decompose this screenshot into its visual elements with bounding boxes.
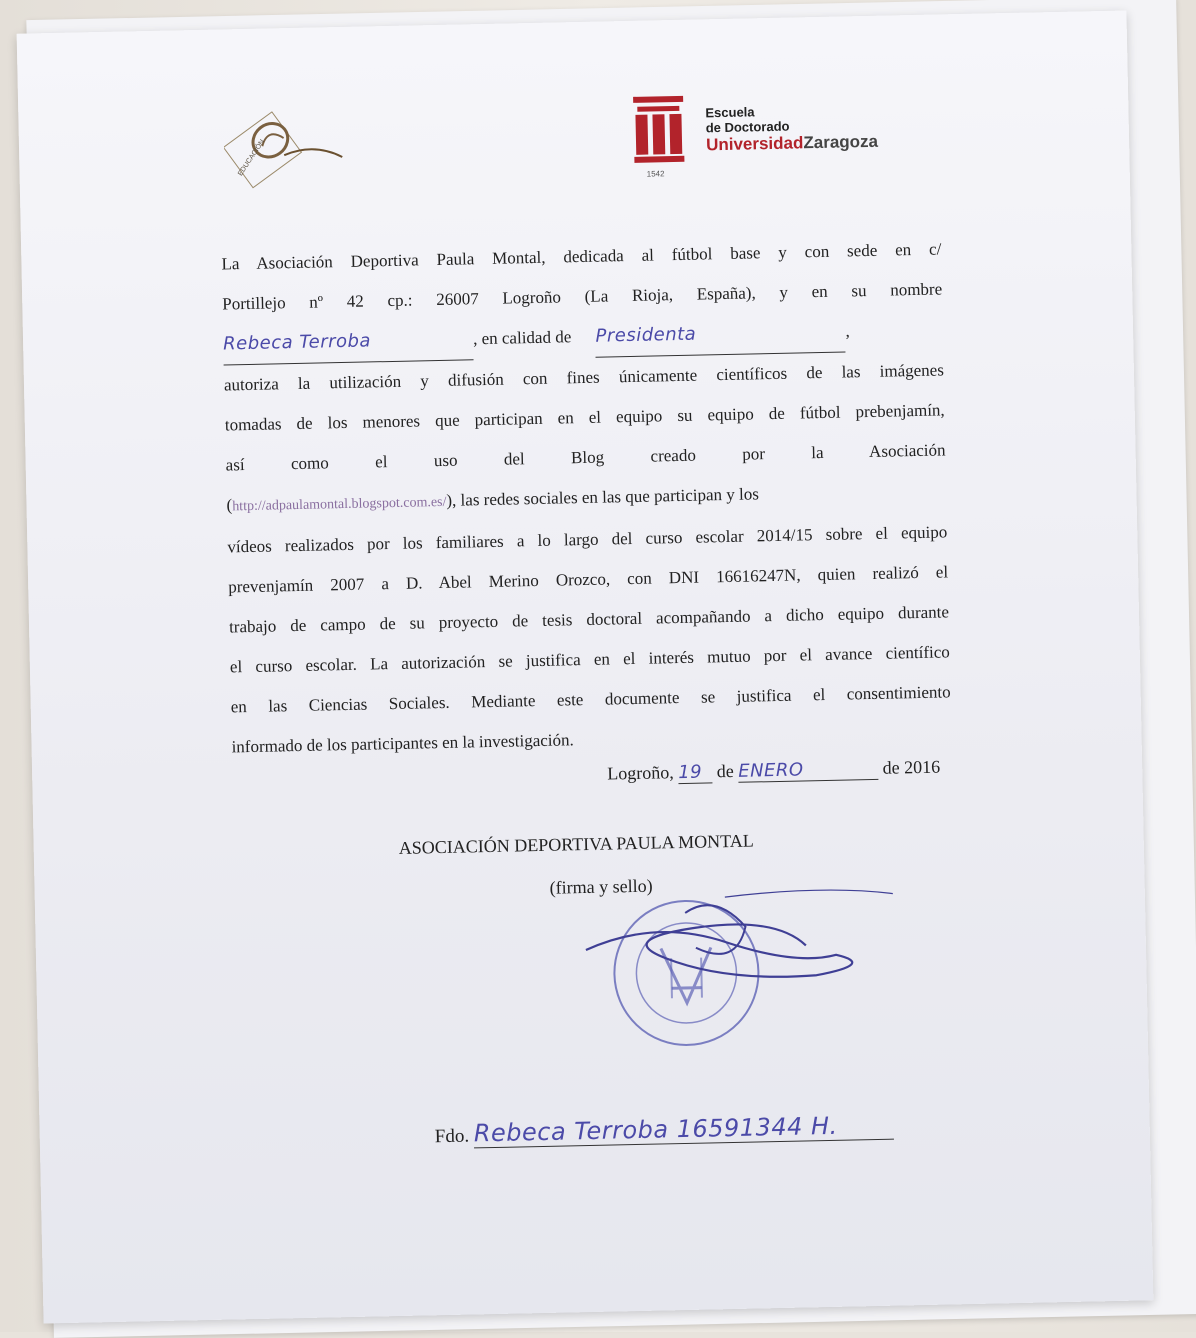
authorization-text: [221, 229, 952, 767]
body-line-7: (http://adpaulamontal.blogspot.com.es/), las redes sociales en las que participan y los: [226, 484, 760, 515]
body-line-8: vídeos realizados por los familiares a lo largo del curso escolar 2014/15 sobre el equipo: [227, 522, 948, 557]
signature-scribble-icon: [585, 889, 895, 981]
paula-montal-logo: [223, 102, 345, 194]
uz-line-universidad: UniversidadZaragoza: [705, 131, 879, 155]
signed-by: Fdo. Rebeca Terroba 16591344 H.: [434, 1111, 894, 1150]
stamp-seal-icon: [613, 899, 760, 1046]
svg-text:EDUCACIÓN: EDUCACIÓN: [237, 138, 267, 178]
universidad-zaragoza-logo: [623, 83, 925, 184]
handwritten-name: Rebeca Terroba: [222, 330, 372, 355]
handwritten-role: Presidenta: [595, 323, 697, 347]
body-line-9: prevenjamín 2007 a D. Abel Merino Orozco, con DNI 16616247N, quien realizó el: [228, 562, 949, 597]
body-line-4: autoriza la utilización y difusión con fines únicamente científicos de las imágenes: [223, 360, 945, 395]
uz-line-doctorado: de Doctorado: [705, 118, 790, 136]
handwritten-signer: Rebeca Terroba 16591344 H.: [473, 1111, 838, 1148]
body-line-1: La Asociación Deportiva Paula Montal, dedicada al fútbol base y con sede en c/: [221, 239, 942, 274]
handwritten-day: 19: [678, 761, 703, 784]
body-line-10: trabajo de campo de su proyecto de tesis doctoral acompañando a dicho equipo durante: [228, 602, 950, 637]
blog-link[interactable]: http://adpaulamontal.blogspot.com.es/: [232, 494, 447, 515]
stamp-and-signature: [575, 884, 898, 1061]
place-date: Logroño, 19 de ENERO de 2016: [607, 756, 941, 784]
body-line-6: así como el uso del Blog creado por la Asociación: [225, 440, 946, 475]
association-name: ASOCIACIÓN DEPORTIVA PAULA MONTAL: [398, 830, 754, 858]
body-line-12: en las Ciencias Sociales. Mediante este documente se justifica el consentimiento: [230, 682, 951, 717]
body-line-13: informado de los participantes en la investigación.: [231, 730, 574, 757]
uz-line-escuela: Escuela: [705, 104, 755, 121]
body-line-3: Rebeca Terroba , en calidad de Presidenta ,: [223, 309, 944, 365]
handwritten-month: ENERO: [737, 759, 804, 782]
body-line-11: el curso escolar. La autorización se justifica en el interés mutuo por el avance científico: [229, 642, 950, 677]
svg-text:1542: 1542: [646, 169, 665, 179]
body-line-2: Portillejo nº 42 cp.: 26007 Logroño (La Rioja, España), y en su nombre: [222, 279, 943, 314]
uz-crest-icon: [623, 87, 705, 184]
document-page: [17, 11, 1154, 1324]
signature-label: (firma y sello): [549, 875, 653, 898]
body-line-5: tomadas de los menores que participan en el equipo su equipo de fútbol prebenjamín,: [224, 400, 945, 435]
